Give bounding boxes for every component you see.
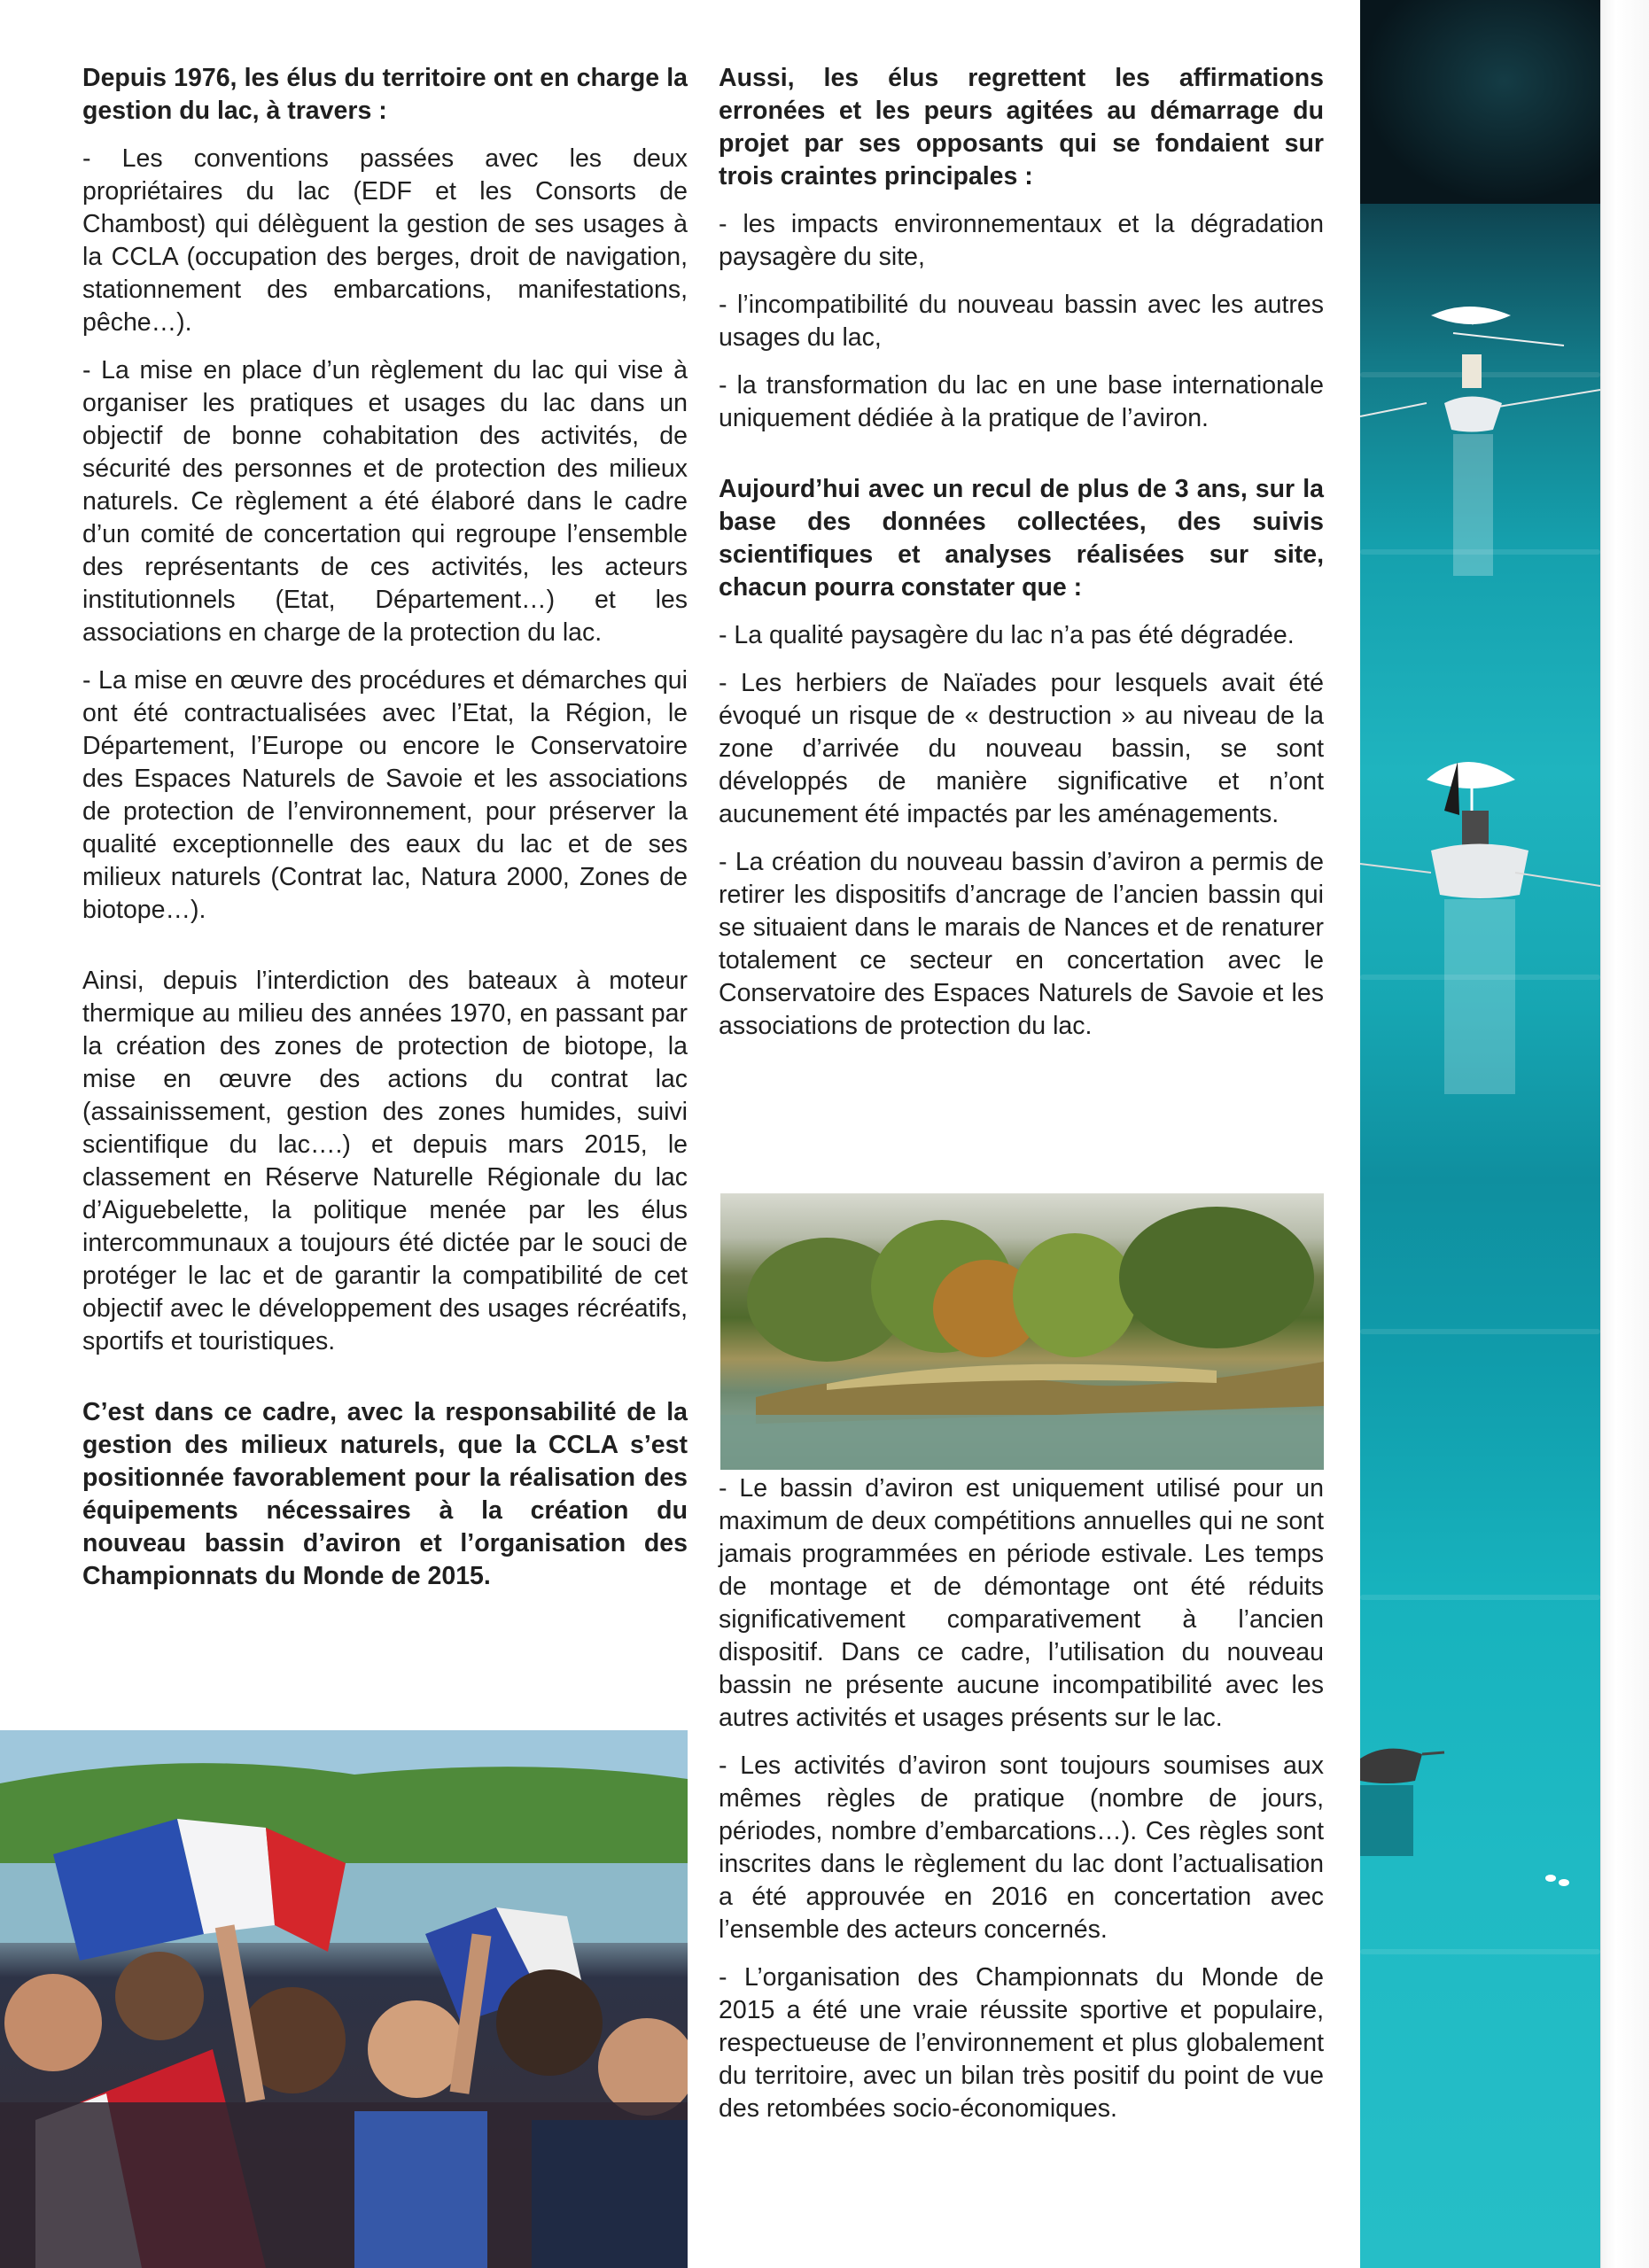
finding-naiades: - Les herbiers de Naïades pour lesquels avait été évoqué un risque de « destruction » au niveau de la zone d’arrivée du nouveau bassin, se sont développés de manière significative et n’ont aucunement été impactés par les aménagements. xyxy=(719,669,1324,828)
lake-photo-strip xyxy=(1360,0,1600,2268)
middle-intro: Aussi, les élus regrettent les affirmations erronées et les peurs agitées au démarrage du projet par ses opposants qui se fondaient sur trois craintes principales : xyxy=(719,64,1324,190)
fear-environment: - les impacts environnementaux et la dégradation paysagère du site, xyxy=(719,210,1324,271)
boats-illustration xyxy=(1360,0,1600,2268)
finding-usage: - Le bassin d’aviron est uniquement utilisé pour un maximum de deux compétitions annuelles qui ne sont jamais programmées en période estivale. Les temps de montage et de démontage ont été réduits significativement comparativement à l’ancien dispositif. Dans ce cadre, l’utilisation du nouveau bassin ne présente aucune incompatibilité avec les autres activités et usages présents sur le lac. xyxy=(719,1474,1324,1732)
left-bullet-conventions: - Les conventions passées avec les deux propriétaires du lac (EDF et les Consorts de Chambost) qui délèguent la gestion de ses usages à la CCLA (occupation des berges, droit de navigation, stationnement des embarcations, manifestations, pêche…). xyxy=(82,144,688,337)
left-conclusion: C’est dans ce cadre, avec la responsabilité de la gestion des milieux naturels, que la CCLA s’est positionnée favorablement pour la réalisation des équipements nécessaires à la création du nouveau bassin d’aviron et l’organisation des Championnats du Monde de 2015. xyxy=(82,1398,688,1590)
marsh-photo xyxy=(720,1193,1324,1470)
scan-edge xyxy=(1600,0,1649,2268)
fear-incompatibility: - l’incompatibilité du nouveau bassin avec les autres usages du lac, xyxy=(719,291,1324,352)
fear-transformation: - la transformation du lac en une base internationale uniquement dédiée à la pratique de l’aviron. xyxy=(719,371,1324,432)
finding-landscape: - La qualité paysagère du lac n’a pas été dégradée. xyxy=(719,621,1295,649)
middle-text-column xyxy=(719,62,1324,1058)
middle-text-column-lower xyxy=(719,1472,1324,2140)
finding-renaturation: - La création du nouveau bassin d’aviron a permis de retirer les dispositifs d’ancrage de l’ancien bassin qui se situaient dans le marais de Nances et de renaturer totalement ce secteur en concertation avec le Conservatoire des Espaces Naturels de Savoie et les associations de protection du lac. xyxy=(719,848,1324,1040)
finding-rules: - Les activités d’aviron sont toujours soumises aux mêmes règles de pratique (nombre de jours, périodes, nombre d’embarcations…). Ces règles sont inscrites dans le règlement du lac dont l’actualisation a été approuvée en 2016 en concertation avec l’ensemble des acteurs concernés. xyxy=(719,1751,1324,1944)
finding-championships: - L’organisation des Championnats du Monde de 2015 a été une vraie réussite sportive et populaire, respectueuse de l’environnement et plus globalement du territoire, avec un bilan très positif du point de vue des retombées socio-économiques. xyxy=(719,1963,1324,2123)
left-ainsi-paragraph: Ainsi, depuis l’interdiction des bateaux à moteur thermique au milieu des années 1970, en passant par la création des zones de protection de biotope, la mise en œuvre des actions du contrat lac (assainissement, gestion des zones humides, suivi scientifique du lac….) et depuis mars 2015, le classement en Réserve Naturelle Régionale du lac d’Aiguebelette, la politique menée par les élus intercommunaux a toujours été dictée par le souci de protéger le lac et de garantir la compatibilité de cet objectif avec le développement des usages récréatifs, sportifs et touristiques. xyxy=(82,967,688,1355)
left-bullet-procedures: - La mise en œuvre des procédures et démarches qui ont été contractualisées avec l’Etat, la Région, le Département, l’Europe ou encore le Conservatoire des Espaces Naturels de Savoie et les associations de protection de l’environnement, pour préserver la qualité exceptionnelle des eaux du lac et de ses milieux naturels (Contrat lac, Natura 2000, Zones de biotope…). xyxy=(82,666,688,924)
crowd-photo xyxy=(0,1730,688,2268)
left-text-column xyxy=(82,62,688,1608)
today-intro: Aujourd’hui avec un recul de plus de 3 ans, sur la base des données collectées, des suivis scientifiques et analyses réalisées sur site, chacun pourra constater que : xyxy=(719,475,1324,602)
left-bullet-reglement: - La mise en place d’un règlement du lac qui vise à organiser les pratiques et usages du lac dans un objectif de bonne cohabitation des activités, de sécurité des personnes et de protection des milieux naturels. Ce règlement a été élaboré dans le cadre d’un comité de concertation qui regroupe l’ensemble des représentants de ces activités, les acteurs institutionnels (Etat, Département…) et les associations en charge de la protection du lac. xyxy=(82,356,688,647)
left-intro: Depuis 1976, les élus du territoire ont en charge la gestion du lac, à travers : xyxy=(82,64,688,125)
